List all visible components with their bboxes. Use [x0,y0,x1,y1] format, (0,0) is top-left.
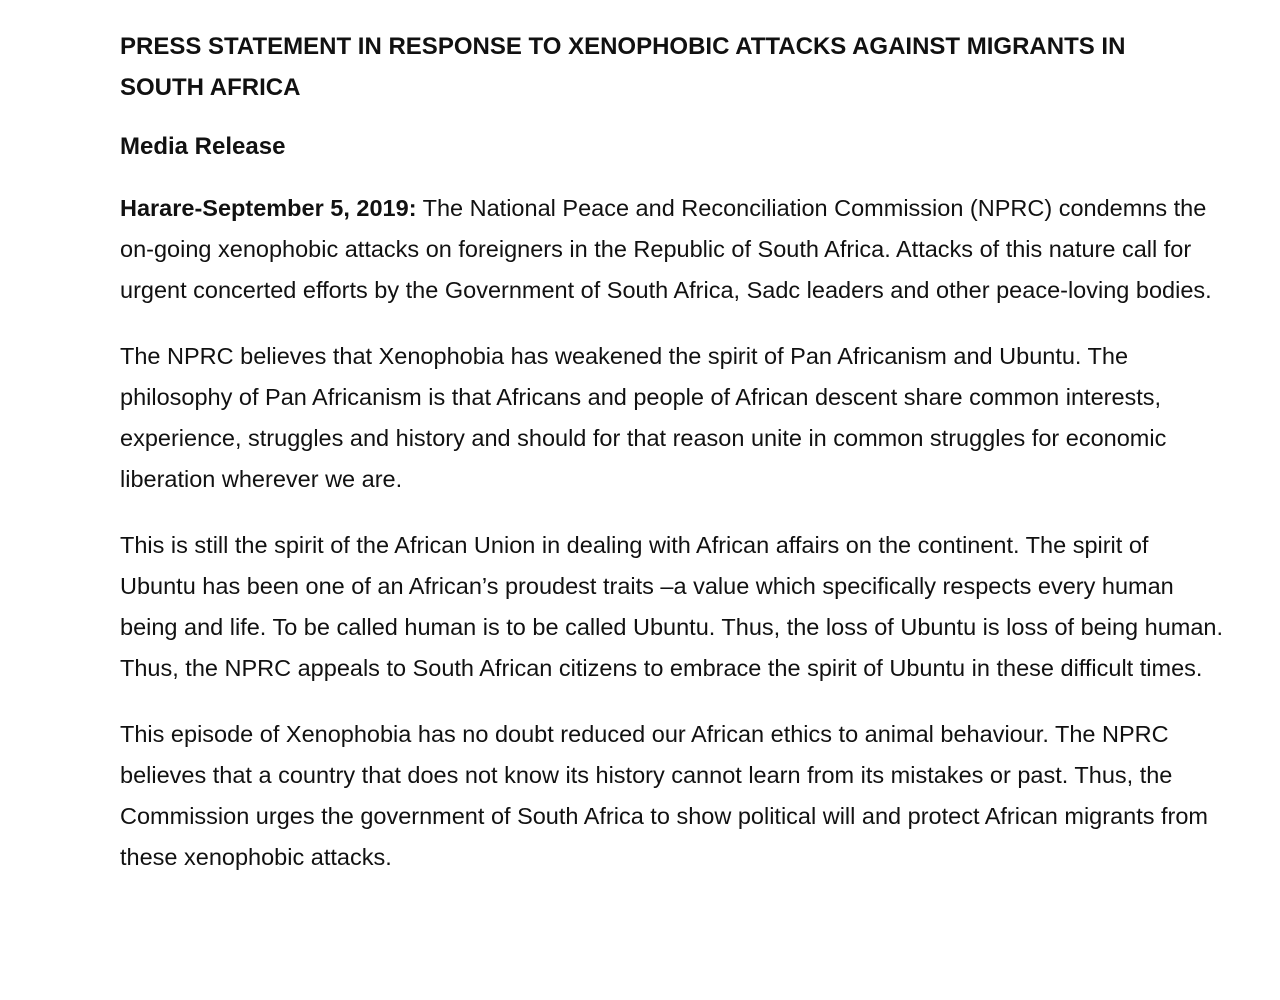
media-release-heading: Media Release [120,133,286,160]
paragraph-1-body: The National Peace and Reconciliation Commission (NPRC) condemns the on-going xenophobic attacks on foreigners in the Republic of South Africa. Attacks of this nature call for urgent concerted efforts by the Government of South Africa, Sadc leaders and other peace-loving bodies. [120,195,1212,303]
paragraph-2: The NPRC believes that Xenophobia has weakened the spirit of Pan Africanism and Ubuntu. The philosophy of Pan Africanism is that Africans and people of African descent share common interests, experience, struggles and history and should for that reason unite in common struggles for economic liberation wherever we are. [120,343,1167,492]
paragraph-4: This episode of Xenophobia has no doubt reduced our African ethics to animal behaviour. The NPRC believes that a country that does not know its history cannot learn from its mistakes or past. Thus, the Commission urges the government of South Africa to show political will and protect African migrants from these xenophobic attacks. [120,721,1209,870]
document-title: PRESS STATEMENT IN RESPONSE TO XENOPHOBIC ATTACKS AGAINST MIGRANTS IN SOUTH AFRICA [120,33,1126,101]
paragraph-3: This is still the spirit of the African Union in dealing with African affairs on the continent. The spirit of Ubuntu has been one of an African’s proudest traits –a value which specifically respects every human being and life. To be called human is to be called Ubuntu. Thus, the loss of Ubuntu is loss of being human. Thus, the NPRC appeals to South African citizens to embrace the spirit of Ubuntu in these difficult times. [120,532,1224,681]
dateline: Harare-September 5, 2019: [120,195,417,221]
paragraph-1 [120,188,1230,311]
